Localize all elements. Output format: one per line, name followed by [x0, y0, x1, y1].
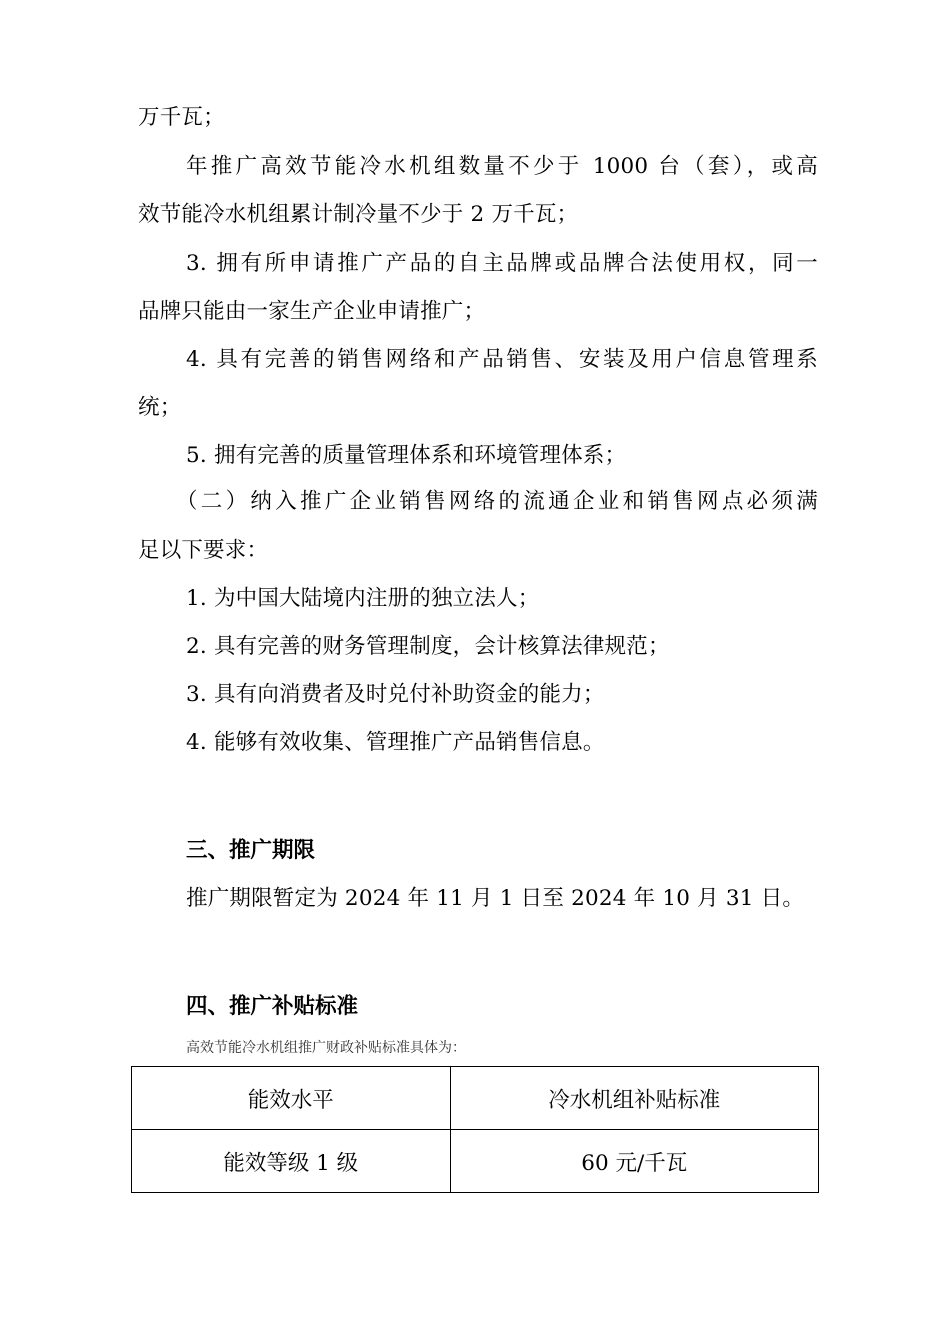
paragraph-line: 统；	[138, 395, 182, 420]
list-item: 2. 具有完善的财务管理制度，会计核算法律规范；	[186, 634, 670, 659]
list-item: 3. 具有向消费者及时兑付补助资金的能力；	[186, 682, 605, 707]
subsidy-table	[131, 1066, 819, 1193]
paragraph-line: 万千瓦；	[138, 105, 225, 130]
table-row	[132, 1130, 819, 1193]
table-header-row	[132, 1067, 819, 1130]
paragraph-line: 效节能冷水机组累计制冷量不少于 2 万千瓦；	[138, 202, 579, 227]
paragraph-line: 4. 具有完善的销售网络和产品销售、安装及用户信息管理系	[186, 347, 818, 372]
section-heading: 四、推广补贴标准	[186, 994, 359, 1019]
paragraph-line: 品牌只能由一家生产企业申请推广；	[138, 299, 486, 324]
paragraph-line: 推广期限暂定为 2024 年 11 月 1 日至 2024 年 10 月 31 日。	[186, 886, 805, 911]
paragraph-line: 3. 拥有所申请推广产品的自主品牌或品牌合法使用权，同一	[186, 251, 818, 276]
paragraph-line: （二）纳入推广企业销售网络的流通企业和销售网点必须满	[176, 489, 818, 514]
table-caption: 高效节能冷水机组推广财政补贴标准具体为：	[186, 1040, 466, 1056]
section-heading: 三、推广期限	[186, 838, 316, 863]
list-item: 1. 为中国大陆境内注册的独立法人；	[186, 586, 540, 611]
table-header-cell: 能效水平	[132, 1067, 451, 1130]
table-cell: 60 元/千瓦	[450, 1130, 818, 1193]
paragraph-line: 足以下要求：	[138, 538, 269, 563]
paragraph-line: 年推广高效节能冷水机组数量不少于 1000 台（套），或高	[186, 154, 818, 179]
table-cell: 能效等级 1 级	[132, 1130, 451, 1193]
list-item: 4. 能够有效收集、管理推广产品销售信息。	[186, 730, 605, 755]
paragraph-line: 5. 拥有完善的质量管理体系和环境管理体系；	[186, 443, 627, 468]
table-header-cell: 冷水机组补贴标准	[450, 1067, 818, 1130]
